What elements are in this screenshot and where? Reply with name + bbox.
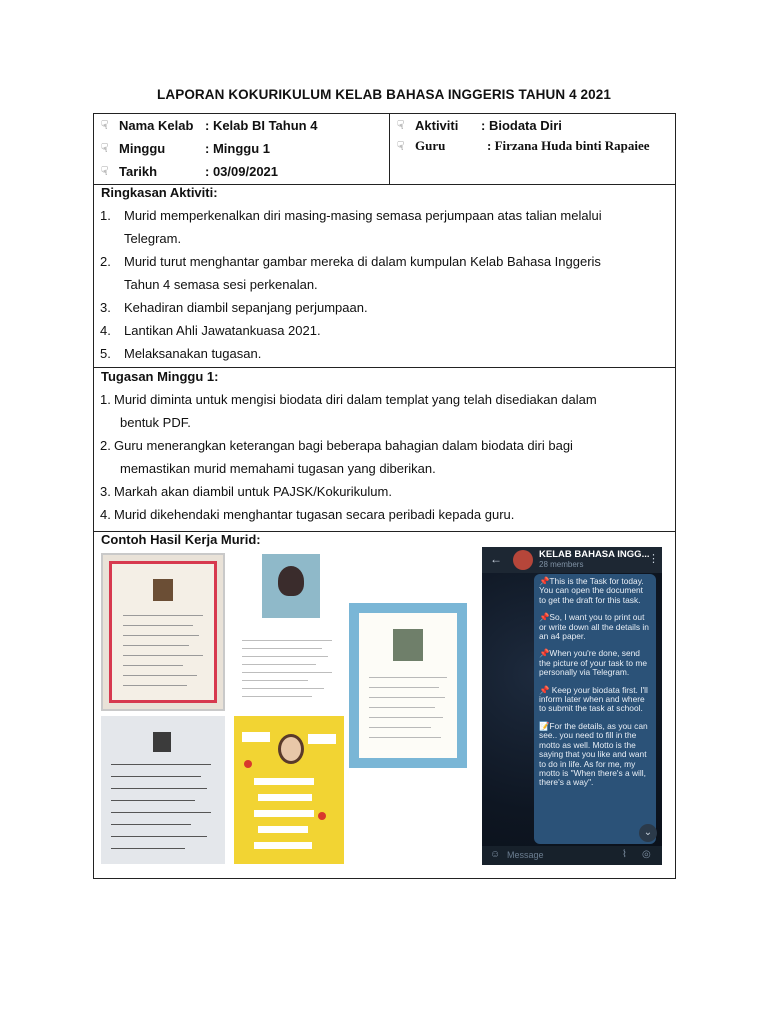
list-item [100,388,660,434]
activity-row [397,115,562,135]
item-number: 2. [100,254,111,269]
item-text: Murid memperkenalkan diri masing-masing semasa perjumpaan atas talian melalui [124,208,602,223]
item-number: 1. [100,208,111,223]
value: : 03/09/2021 [205,163,279,179]
list-item [100,319,660,342]
week-row [101,138,270,158]
value: : Firzana Huda binti Rapaiee [487,138,650,153]
group-name: KELAB BAHASA INGG... [539,549,650,560]
emoji-icon[interactable]: ☺ [490,849,501,860]
message-input[interactable]: Message [507,850,544,860]
item-number: 5. [100,346,111,361]
item-text-cont: memastikan murid memahami tugasan yang diberikan. [120,461,436,476]
item-number: 4. [100,323,111,338]
list-item [100,434,660,480]
value: : Minggu 1 [205,140,270,156]
message-input-bar [482,846,662,865]
sample-biodata-photo-3 [349,603,467,768]
item-number: 1. [100,392,111,407]
date-row [101,161,278,181]
item-number: 2. [100,438,111,453]
member-count: 28 members [539,560,584,569]
summary-heading: Ringkasan Aktiviti: [101,185,218,200]
value: : Kelab BI Tahun 4 [205,117,318,133]
message-text: 📝For the details, as you can see.. you need to fill in the motto as well. Motto is the saying that you like and want to do in life. As for me, my motto is "When there's a will, there's a way". [539,720,648,788]
value: : Biodata Diri [481,117,562,133]
list-item [100,296,660,319]
camera-icon[interactable]: ◎ [642,849,651,860]
list-item [100,342,660,365]
teacher-row [397,136,650,156]
pointing-hand-icon: ☟ [397,139,405,153]
label: Minggu [119,140,166,156]
label: Guru [415,138,446,153]
label: Nama Kelab [119,117,194,133]
item-text: Murid turut menghantar gambar mereka di dalam kumpulan Kelab Bahasa Inggeris [124,254,601,269]
item-text: Melaksanakan tugasan. [124,346,262,361]
sample-biodata-photo-5 [234,716,344,864]
label: Aktiviti [415,117,459,133]
item-text: Kehadiran diambil sepanjang perjumpaan. [124,300,368,315]
list-item [100,480,660,503]
summary-list [100,204,660,365]
attach-icon[interactable]: ⌇ [622,849,627,860]
pointing-hand-icon: ☟ [101,118,109,132]
pointing-hand-icon: ☟ [101,164,109,178]
report-title: LAPORAN KOKURIKULUM KELAB BAHASA INGGERIS TAHUN 4 2021 [157,87,611,102]
item-text-cont: Telegram. [124,231,182,246]
message-text: 📌This is the Task for today. You can open the document to get the draft for this task. [539,576,644,605]
item-text-cont: bentuk PDF. [120,415,191,430]
message-text: 📌When you're done, send the picture of your task to me personally via Telegram. [539,648,647,678]
sample-biodata-photo-1 [101,553,225,711]
samples-heading: Contoh Hasil Kerja Murid: [101,532,261,547]
pointing-hand-icon: ☟ [101,141,109,155]
list-item [100,503,660,526]
item-text: Murid dikehendaki menghantar tugasan secara peribadi kepada guru. [114,507,515,522]
task-list [100,388,660,526]
item-text: Murid diminta untuk mengisi biodata diri dalam templat yang telah disediakan dalam [114,392,597,407]
item-text: Guru menerangkan keterangan bagi beberapa bahagian dalam biodata diri bagi [114,438,573,453]
item-number: 3. [100,484,111,499]
message-bubble [534,574,656,844]
scroll-down-icon[interactable]: ⌄ [639,824,657,842]
sample-biodata-photo-4 [101,716,225,864]
more-menu-icon[interactable]: ⋮ [648,553,659,565]
item-number: 4. [100,507,111,522]
back-arrow-icon[interactable]: ← [490,552,502,566]
telegram-chat-screenshot [482,547,662,865]
club-name-row [101,115,317,135]
pointing-hand-icon: ☟ [397,118,405,132]
list-item [100,204,660,250]
item-text: Lantikan Ahli Jawatankuasa 2021. [124,323,321,338]
list-item [100,250,660,296]
item-text: Markah akan diambil untuk PAJSK/Kokurikulum. [114,484,392,499]
message-text: 📌So, I want you to print out or write down all the details in an a4 paper. [539,612,649,642]
item-number: 3. [100,300,111,315]
task-heading: Tugasan Minggu 1: [101,369,219,384]
chat-header [482,547,662,573]
item-text-cont: Tahun 4 semasa sesi perkenalan. [124,277,318,292]
label: Tarikh [119,163,158,179]
sample-biodata-photo-2 [234,548,344,712]
message-text: 📌 Keep your biodata first. I'll inform later when and where to submit the task at school. [539,684,648,714]
group-avatar [513,550,533,570]
